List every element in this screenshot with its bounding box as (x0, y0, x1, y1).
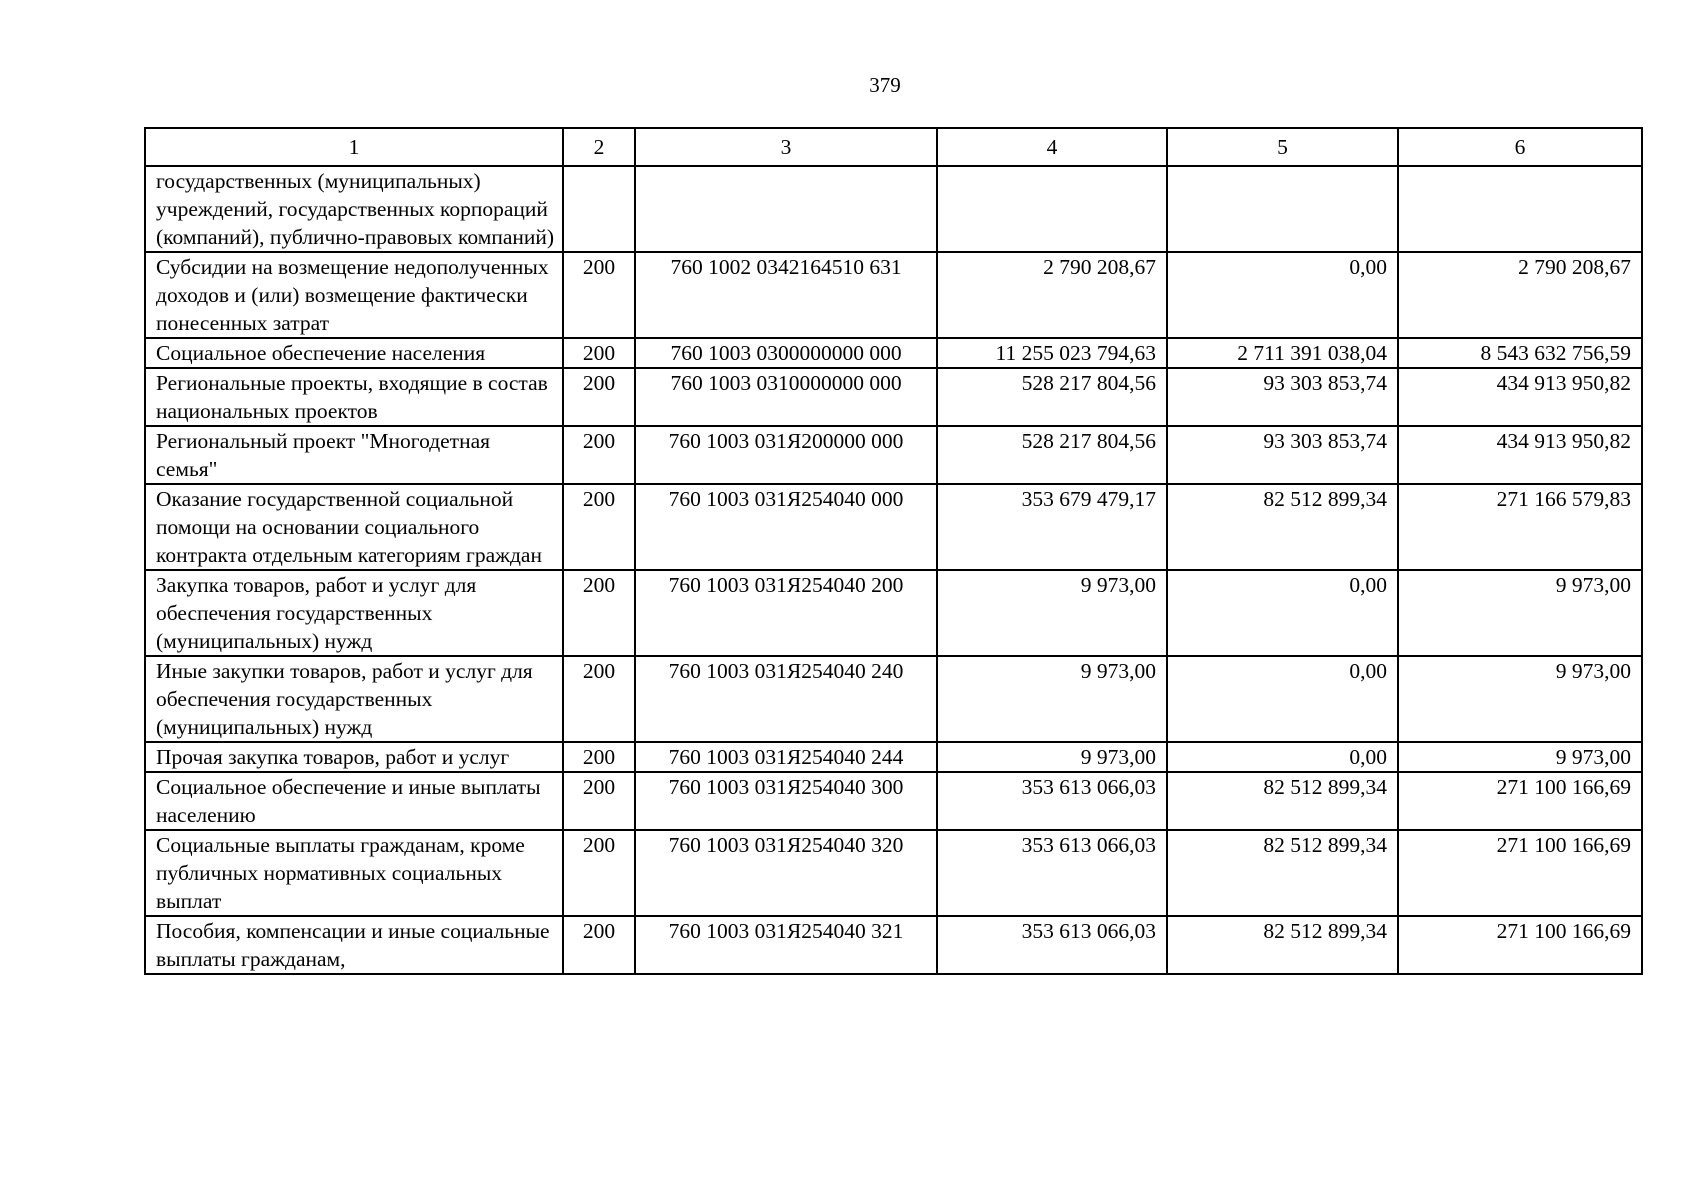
cell-executed-amount: 0,00 (1167, 742, 1398, 772)
cell-executed-amount: 93 303 853,74 (1167, 426, 1398, 484)
cell-name: Прочая закупка товаров, работ и услуг (145, 742, 563, 772)
cell-classification-code: 760 1003 031Я200000 000 (635, 426, 937, 484)
cell-name: Региональные проекты, входящие в состав национальных проектов (145, 368, 563, 426)
cell-remaining-amount: 9 973,00 (1398, 742, 1642, 772)
cell-classification-code (635, 166, 937, 252)
table-header-row (145, 128, 1642, 166)
table-row (145, 166, 1642, 252)
table-row (145, 570, 1642, 656)
table-body (145, 166, 1642, 974)
cell-approved-amount: 353 613 066,03 (937, 916, 1167, 974)
cell-line-code: 200 (563, 426, 635, 484)
cell-remaining-amount: 271 100 166,69 (1398, 772, 1642, 830)
cell-remaining-amount: 8 543 632 756,59 (1398, 338, 1642, 368)
cell-line-code: 200 (563, 916, 635, 974)
cell-executed-amount: 2 711 391 038,04 (1167, 338, 1398, 368)
cell-name: Социальные выплаты гражданам, кроме публичных нормативных социальных выплат (145, 830, 563, 916)
cell-approved-amount: 353 613 066,03 (937, 830, 1167, 916)
cell-approved-amount: 11 255 023 794,63 (937, 338, 1167, 368)
cell-approved-amount: 353 613 066,03 (937, 772, 1167, 830)
cell-line-code: 200 (563, 742, 635, 772)
cell-remaining-amount: 9 973,00 (1398, 656, 1642, 742)
cell-name: Региональный проект "Многодетная семья" (145, 426, 563, 484)
budget-table (144, 127, 1643, 975)
cell-approved-amount: 9 973,00 (937, 570, 1167, 656)
cell-line-code: 200 (563, 484, 635, 570)
cell-executed-amount: 82 512 899,34 (1167, 830, 1398, 916)
cell-name: Оказание государственной социальной помощи на основании социального контракта отдельным категориям граждан (145, 484, 563, 570)
cell-remaining-amount: 434 913 950,82 (1398, 368, 1642, 426)
cell-classification-code: 760 1003 031Я254040 000 (635, 484, 937, 570)
cell-classification-code: 760 1003 031Я254040 321 (635, 916, 937, 974)
column-header-2: 2 (563, 128, 635, 166)
table-row (145, 916, 1642, 974)
cell-line-code: 200 (563, 830, 635, 916)
cell-classification-code: 760 1003 031Я254040 240 (635, 656, 937, 742)
cell-name: Закупка товаров, работ и услуг для обеспечения государственных (муниципальных) нужд (145, 570, 563, 656)
cell-remaining-amount: 271 166 579,83 (1398, 484, 1642, 570)
cell-name: Субсидии на возмещение недополученных доходов и (или) возмещение фактически понесенных затрат (145, 252, 563, 338)
page-number: 379 (869, 73, 901, 97)
table-row (145, 338, 1642, 368)
column-header-5: 5 (1167, 128, 1398, 166)
cell-approved-amount: 353 679 479,17 (937, 484, 1167, 570)
cell-remaining-amount: 271 100 166,69 (1398, 916, 1642, 974)
cell-classification-code: 760 1003 031Я254040 300 (635, 772, 937, 830)
cell-executed-amount (1167, 166, 1398, 252)
cell-executed-amount: 82 512 899,34 (1167, 484, 1398, 570)
column-header-4: 4 (937, 128, 1167, 166)
table-row (145, 772, 1642, 830)
cell-classification-code: 760 1002 0342164510 631 (635, 252, 937, 338)
cell-approved-amount: 528 217 804,56 (937, 426, 1167, 484)
cell-line-code: 200 (563, 656, 635, 742)
cell-remaining-amount: 434 913 950,82 (1398, 426, 1642, 484)
cell-line-code (563, 166, 635, 252)
column-header-1: 1 (145, 128, 563, 166)
table-row (145, 368, 1642, 426)
cell-classification-code: 760 1003 031Я254040 200 (635, 570, 937, 656)
cell-remaining-amount: 9 973,00 (1398, 570, 1642, 656)
column-header-3: 3 (635, 128, 937, 166)
cell-executed-amount: 82 512 899,34 (1167, 916, 1398, 974)
cell-name: Иные закупки товаров, работ и услуг для обеспечения государственных (муниципальных) нужд (145, 656, 563, 742)
cell-line-code: 200 (563, 252, 635, 338)
cell-classification-code: 760 1003 0310000000 000 (635, 368, 937, 426)
cell-executed-amount: 0,00 (1167, 656, 1398, 742)
cell-executed-amount: 0,00 (1167, 570, 1398, 656)
cell-name: государственных (муниципальных) учреждений, государственных корпораций (компаний), публично-правовых компаний) (145, 166, 563, 252)
cell-executed-amount: 0,00 (1167, 252, 1398, 338)
cell-approved-amount (937, 166, 1167, 252)
cell-approved-amount: 9 973,00 (937, 742, 1167, 772)
table-row (145, 484, 1642, 570)
table-row (145, 656, 1642, 742)
cell-name: Социальное обеспечение населения (145, 338, 563, 368)
table-row (145, 252, 1642, 338)
cell-remaining-amount: 271 100 166,69 (1398, 830, 1642, 916)
cell-classification-code: 760 1003 031Я254040 244 (635, 742, 937, 772)
table-row (145, 426, 1642, 484)
cell-line-code: 200 (563, 368, 635, 426)
table-row (145, 742, 1642, 772)
cell-approved-amount: 528 217 804,56 (937, 368, 1167, 426)
cell-classification-code: 760 1003 0300000000 000 (635, 338, 937, 368)
cell-classification-code: 760 1003 031Я254040 320 (635, 830, 937, 916)
cell-name: Пособия, компенсации и иные социальные выплаты гражданам, (145, 916, 563, 974)
cell-name: Социальное обеспечение и иные выплаты населению (145, 772, 563, 830)
cell-line-code: 200 (563, 570, 635, 656)
cell-remaining-amount (1398, 166, 1642, 252)
cell-approved-amount: 2 790 208,67 (937, 252, 1167, 338)
cell-line-code: 200 (563, 772, 635, 830)
cell-approved-amount: 9 973,00 (937, 656, 1167, 742)
column-header-6: 6 (1398, 128, 1642, 166)
cell-remaining-amount: 2 790 208,67 (1398, 252, 1642, 338)
cell-line-code: 200 (563, 338, 635, 368)
table-row (145, 830, 1642, 916)
cell-executed-amount: 82 512 899,34 (1167, 772, 1398, 830)
cell-executed-amount: 93 303 853,74 (1167, 368, 1398, 426)
